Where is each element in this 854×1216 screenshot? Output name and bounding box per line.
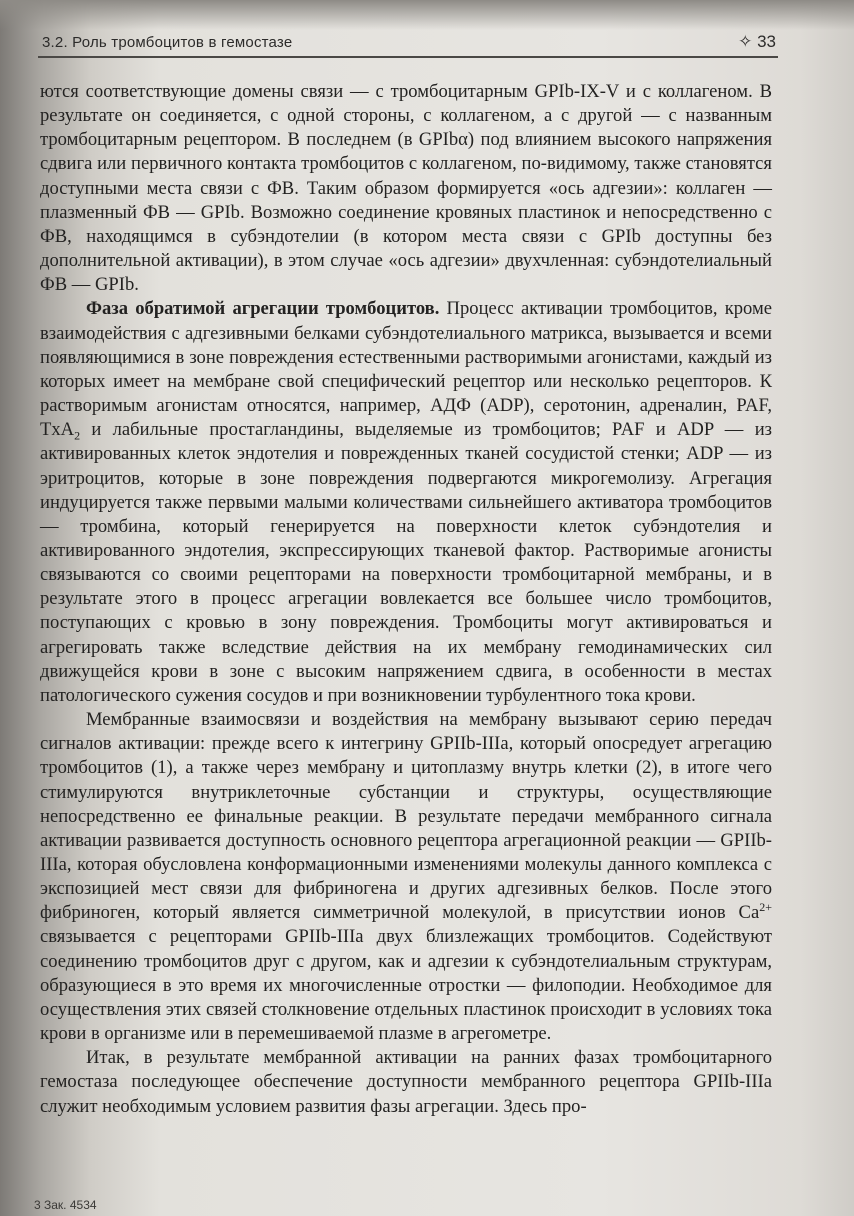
paragraph-3-part-b: связывается с рецепторами GPIIb-IIIa двух близлежащих тромбоцитов. Содействуют соединению тромбоцитов друг с другом, как и адгезии к субэндотелиальным структурам, образующиеся в это время их многочисленные отростки — филоподии. Необходимое для осуществления этих связей столкновение отдельных пластинок происходит в условиях тока крови в организме или в перемешиваемой плазме в агрегометре. xyxy=(40,926,772,1045)
body-text xyxy=(40,80,772,1119)
printer-signature: 3 Зак. 4534 xyxy=(34,1198,97,1212)
paragraph-4: Итак, в результате мембранной активации на ранних фазах тромбоцитарного гемостаза последующее обеспечение доступности мембранного рецептора GPIIb-IIIa служит необходимым условием развития фазы агрегации. Здесь про- xyxy=(40,1047,772,1117)
header-rule xyxy=(38,56,778,58)
subscript-2: 2 xyxy=(74,428,81,443)
paragraph-2-part-a: Процесс активации тромбоцитов, кроме взаимодействия с адгезивными белками субэндотелиального матрикса, вызывается и всеми появляющимися в зоне повреждения естественными растворимыми агонистами, каждый из которых имеет на мембране свой специфический рецептор или несколько рецепторов. К растворимым агонистам относятся, например, АДФ (ADP), серотонин, адреналин, PAF, TxA xyxy=(40,298,772,441)
paragraph-2 xyxy=(40,297,772,708)
section-lead-heading: Фаза обратимой агрегации тромбоцитов. xyxy=(86,298,440,320)
superscript-2plus: 2+ xyxy=(759,900,772,915)
paragraph-3-part-a: Мембранные взаимосвязи и воздействия на мембрану вызывают серию передач сигналов активации: прежде всего к интегрину GPIIb-IIIa, который опосредует агрегацию тромбоцитов (1), а также через мембрану и цитоплазму внутрь клетки (2), в итоге чего стимулируются внутриклеточные субстанции и структуры, осуществляющие непосредственно ее финальные реакции. В результате передачи мембранного сигнала активации развивается доступность основного рецептора агрегационной реакции — GPIIb-IIIa, которая обусловлена конформационными изменениями молекулы данного комплекса с экспозицией мест связи для фибриногена и других адгезивных белков. После этого фибриноген, который является симметричной молекулой, в присутствии ионов Ca xyxy=(40,709,772,924)
running-title: 3.2. Роль тромбоцитов в гемостазе xyxy=(42,34,293,51)
paragraph-3 xyxy=(40,708,772,1046)
scan-shadow xyxy=(0,0,854,30)
running-header xyxy=(38,30,776,56)
page-number: ✧ 33 xyxy=(738,32,776,51)
paragraph-2-part-b: и лабильные простагландины, выделяемые из тромбоцитов; PAF и ADP — из активированных клеток эндотелия и поврежденных тканей сосудистой стенки; ADP — из эритроцитов, которые в зоне повреждения подвергаются микрогемолизу. Агрегация индуцируется также первыми малыми количествами сильнейшего активатора тромбоцитов — тромбина, который генерируется на поверхности клеток субэндотелия и активированного эндотелия, экспрессирующих тканевой фактор. Растворимые агонисты связываются со своими рецепторами на поверхности тромбоцитарной мембраны, и в результате этого в процесс агрегации вовлекается все большее число тромбоцитов, поступающих с кровью в зону повреждения. Тромбоциты могут активироваться и агрегировать также вследствие действия на их мембрану гемодинамических сил движущейся крови в зоне с высоким напряжением сдвига, в особенности в местах патологического сужения сосудов и при возникновении турбулентного тока крови. xyxy=(40,419,772,706)
paragraph-1: ются соответствующие домены связи — с тромбоцитарным GPIb-IX-V и с коллагеном. В результате он соединяется, с одной стороны, с коллагеном, а с другой — с названным тромбоцитарным рецептором. В последнем (в GPIbα) под влиянием высокого напряжения сдвига или первичного контакта тромбоцитов с коллагеном, по-видимому, также становятся доступными места связи с ФВ. Таким образом формируется «ось адгезии»: коллаген — плазменный ФВ — GPIb. Возможно соединение кровяных пластинок и непосредственно с ФВ, находящимся в субэндотелии (в котором места связи с GPIb доступны без дополнительной активации), в этом случае «ось адгезии» двухчленная: субэндотелиальный ФВ — GPIb. xyxy=(40,81,772,296)
